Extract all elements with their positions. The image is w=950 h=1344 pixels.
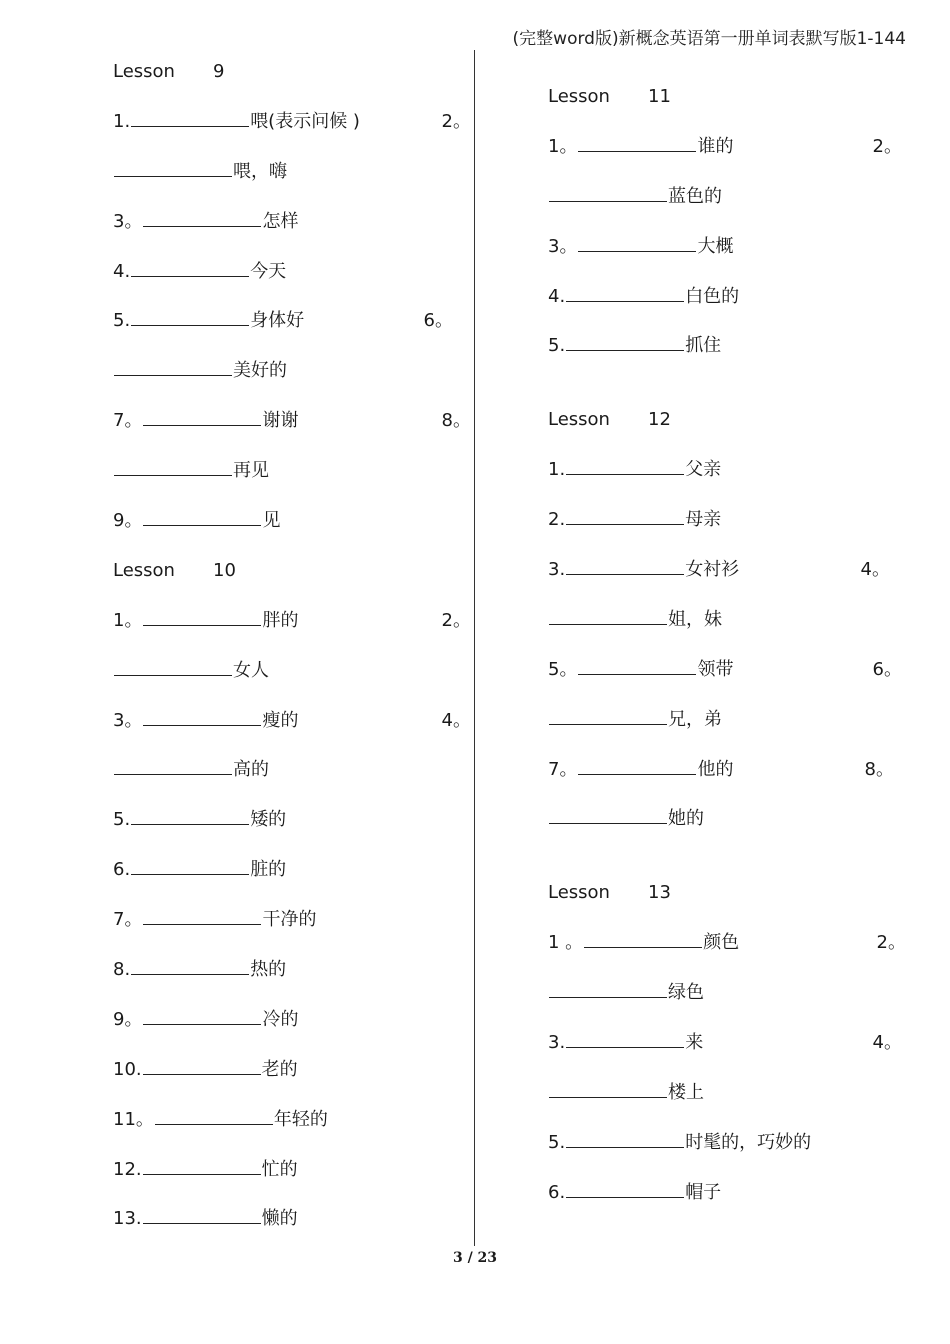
answer-blank[interactable] [566, 1179, 684, 1198]
answer-blank[interactable] [143, 507, 261, 526]
lesson-9-item-2: 喂，嗨 [113, 156, 473, 206]
answer-blank[interactable] [549, 706, 667, 725]
answer-blank[interactable] [549, 1079, 667, 1098]
answer-blank[interactable] [143, 1056, 261, 1075]
lesson-12-item-2: 2. 母亲 [548, 504, 910, 554]
answer-blank[interactable] [114, 657, 232, 676]
lesson-10-item-5: 5. 矮的 [113, 804, 473, 854]
lesson-10-item-13: 13. 懒的 [113, 1203, 473, 1253]
answer-blank[interactable] [143, 208, 261, 227]
answer-blank[interactable] [566, 1129, 684, 1148]
answer-blank[interactable] [143, 407, 261, 426]
lesson-10-item-9: 9。 冷的 [113, 1004, 473, 1054]
lesson-13-heading: Lesson 13 [548, 882, 671, 904]
answer-blank[interactable] [131, 806, 249, 825]
answer-blank[interactable] [578, 233, 696, 252]
answer-blank[interactable] [566, 283, 684, 302]
answer-blank[interactable] [143, 1006, 261, 1025]
lesson-11-heading: Lesson 11 [548, 86, 671, 107]
lesson-13-item-3: 3. 来 4。 [548, 1027, 910, 1077]
lesson-12-item-8: 她的 [548, 803, 910, 853]
lesson-12-item-5: 5。 领带 6。 [548, 654, 910, 704]
answer-blank[interactable] [131, 856, 249, 875]
lesson-11-item-2: 蓝色的 [548, 181, 910, 231]
answer-blank[interactable] [131, 108, 249, 127]
answer-blank[interactable] [114, 158, 232, 177]
answer-blank[interactable] [549, 183, 667, 202]
lesson-10-item-10: 10. 老的 [113, 1054, 473, 1104]
lesson-13-item-5: 5. 时髦的，巧妙的 [548, 1127, 910, 1177]
lesson-9-item-8: 再见 [113, 455, 473, 505]
answer-blank[interactable] [131, 307, 249, 326]
lesson-10-item-4: 高的 [113, 754, 473, 804]
answer-blank[interactable] [131, 258, 249, 277]
answer-blank[interactable] [143, 906, 261, 925]
lesson-13-item-4: 楼上 [548, 1077, 910, 1127]
lesson-9-item-5: 5. 身体好 6。 [113, 305, 473, 355]
lesson-10-item-2: 女人 [113, 655, 473, 705]
column-divider [474, 50, 475, 1246]
answer-blank[interactable] [566, 506, 684, 525]
answer-blank[interactable] [566, 332, 684, 351]
lesson-12-item-4: 姐，妹 [548, 604, 910, 654]
lesson-11-item-1: 1。 谁的 2。 [548, 131, 910, 181]
lesson-10-item-7: 7。 干净的 [113, 904, 473, 954]
lesson-9-item-4: 4. 今天 [113, 256, 473, 306]
lesson-9-item-3: 3。 怎样 [113, 206, 473, 256]
lesson-12-item-6: 兄，弟 [548, 704, 910, 754]
answer-blank[interactable] [114, 457, 232, 476]
lesson-9-item-9: 9。 见 [113, 505, 473, 555]
lesson-11-item-3: 3。 大概 [548, 231, 910, 281]
lesson-9-item-1: 1. 喂(表示问候 ) 2。 [113, 106, 473, 156]
lesson-10-item-12: 12. 忙的 [113, 1154, 473, 1204]
lesson-13-item-1: 1 。 颜色 2。 [548, 927, 910, 977]
section-gap [548, 853, 910, 877]
answer-blank[interactable] [549, 805, 667, 824]
answer-blank[interactable] [566, 456, 684, 475]
lesson-10-item-8: 8. 热的 [113, 954, 473, 1004]
answer-blank[interactable] [143, 707, 261, 726]
document-header: (完整word版)新概念英语第一册单词表默写版1-144 [512, 29, 906, 49]
page-number: 3 / 23 [452, 1250, 498, 1266]
answer-blank[interactable] [114, 756, 232, 775]
lesson-13-item-2: 绿色 [548, 977, 910, 1027]
answer-blank[interactable] [578, 656, 696, 675]
lesson-9-item-6: 美好的 [113, 355, 473, 405]
answer-blank[interactable] [584, 929, 702, 948]
answer-blank[interactable] [549, 606, 667, 625]
section-gap [548, 380, 910, 404]
lesson-12-item-7: 7。 他的 8。 [548, 754, 910, 804]
lesson-11-item-4: 4. 白色的 [548, 281, 910, 331]
left-column [113, 56, 473, 1253]
answer-blank[interactable] [155, 1106, 273, 1125]
lesson-12-item-3: 3. 女衬衫 4。 [548, 554, 910, 604]
answer-blank[interactable] [114, 357, 232, 376]
lesson-9-item-7: 7。 谢谢 8。 [113, 405, 473, 455]
lesson-9-heading: Lesson 9 [113, 61, 225, 82]
lesson-12-item-1: 1. 父亲 [548, 454, 910, 504]
answer-blank[interactable] [143, 1156, 261, 1175]
answer-blank[interactable] [566, 1029, 684, 1048]
lesson-10-heading: Lesson 10 [113, 559, 236, 581]
answer-blank[interactable] [143, 1205, 261, 1224]
lesson-10-item-11: 11。 年轻的 [113, 1104, 473, 1154]
lesson-10-item-1: 1。 胖的 2。 [113, 605, 473, 655]
lesson-13-item-6: 6. 帽子 [548, 1177, 910, 1227]
lesson-11-item-5: 5. 抓住 [548, 330, 910, 380]
answer-blank[interactable] [131, 956, 249, 975]
right-column [548, 81, 910, 1227]
answer-blank[interactable] [143, 607, 261, 626]
answer-blank[interactable] [566, 556, 684, 575]
answer-blank[interactable] [549, 979, 667, 998]
lesson-12-heading: Lesson 12 [548, 409, 671, 431]
answer-blank[interactable] [578, 133, 696, 152]
answer-blank[interactable] [578, 756, 696, 775]
lesson-10-item-3: 3。 瘦的 4。 [113, 705, 473, 755]
lesson-10-item-6: 6. 脏的 [113, 854, 473, 904]
